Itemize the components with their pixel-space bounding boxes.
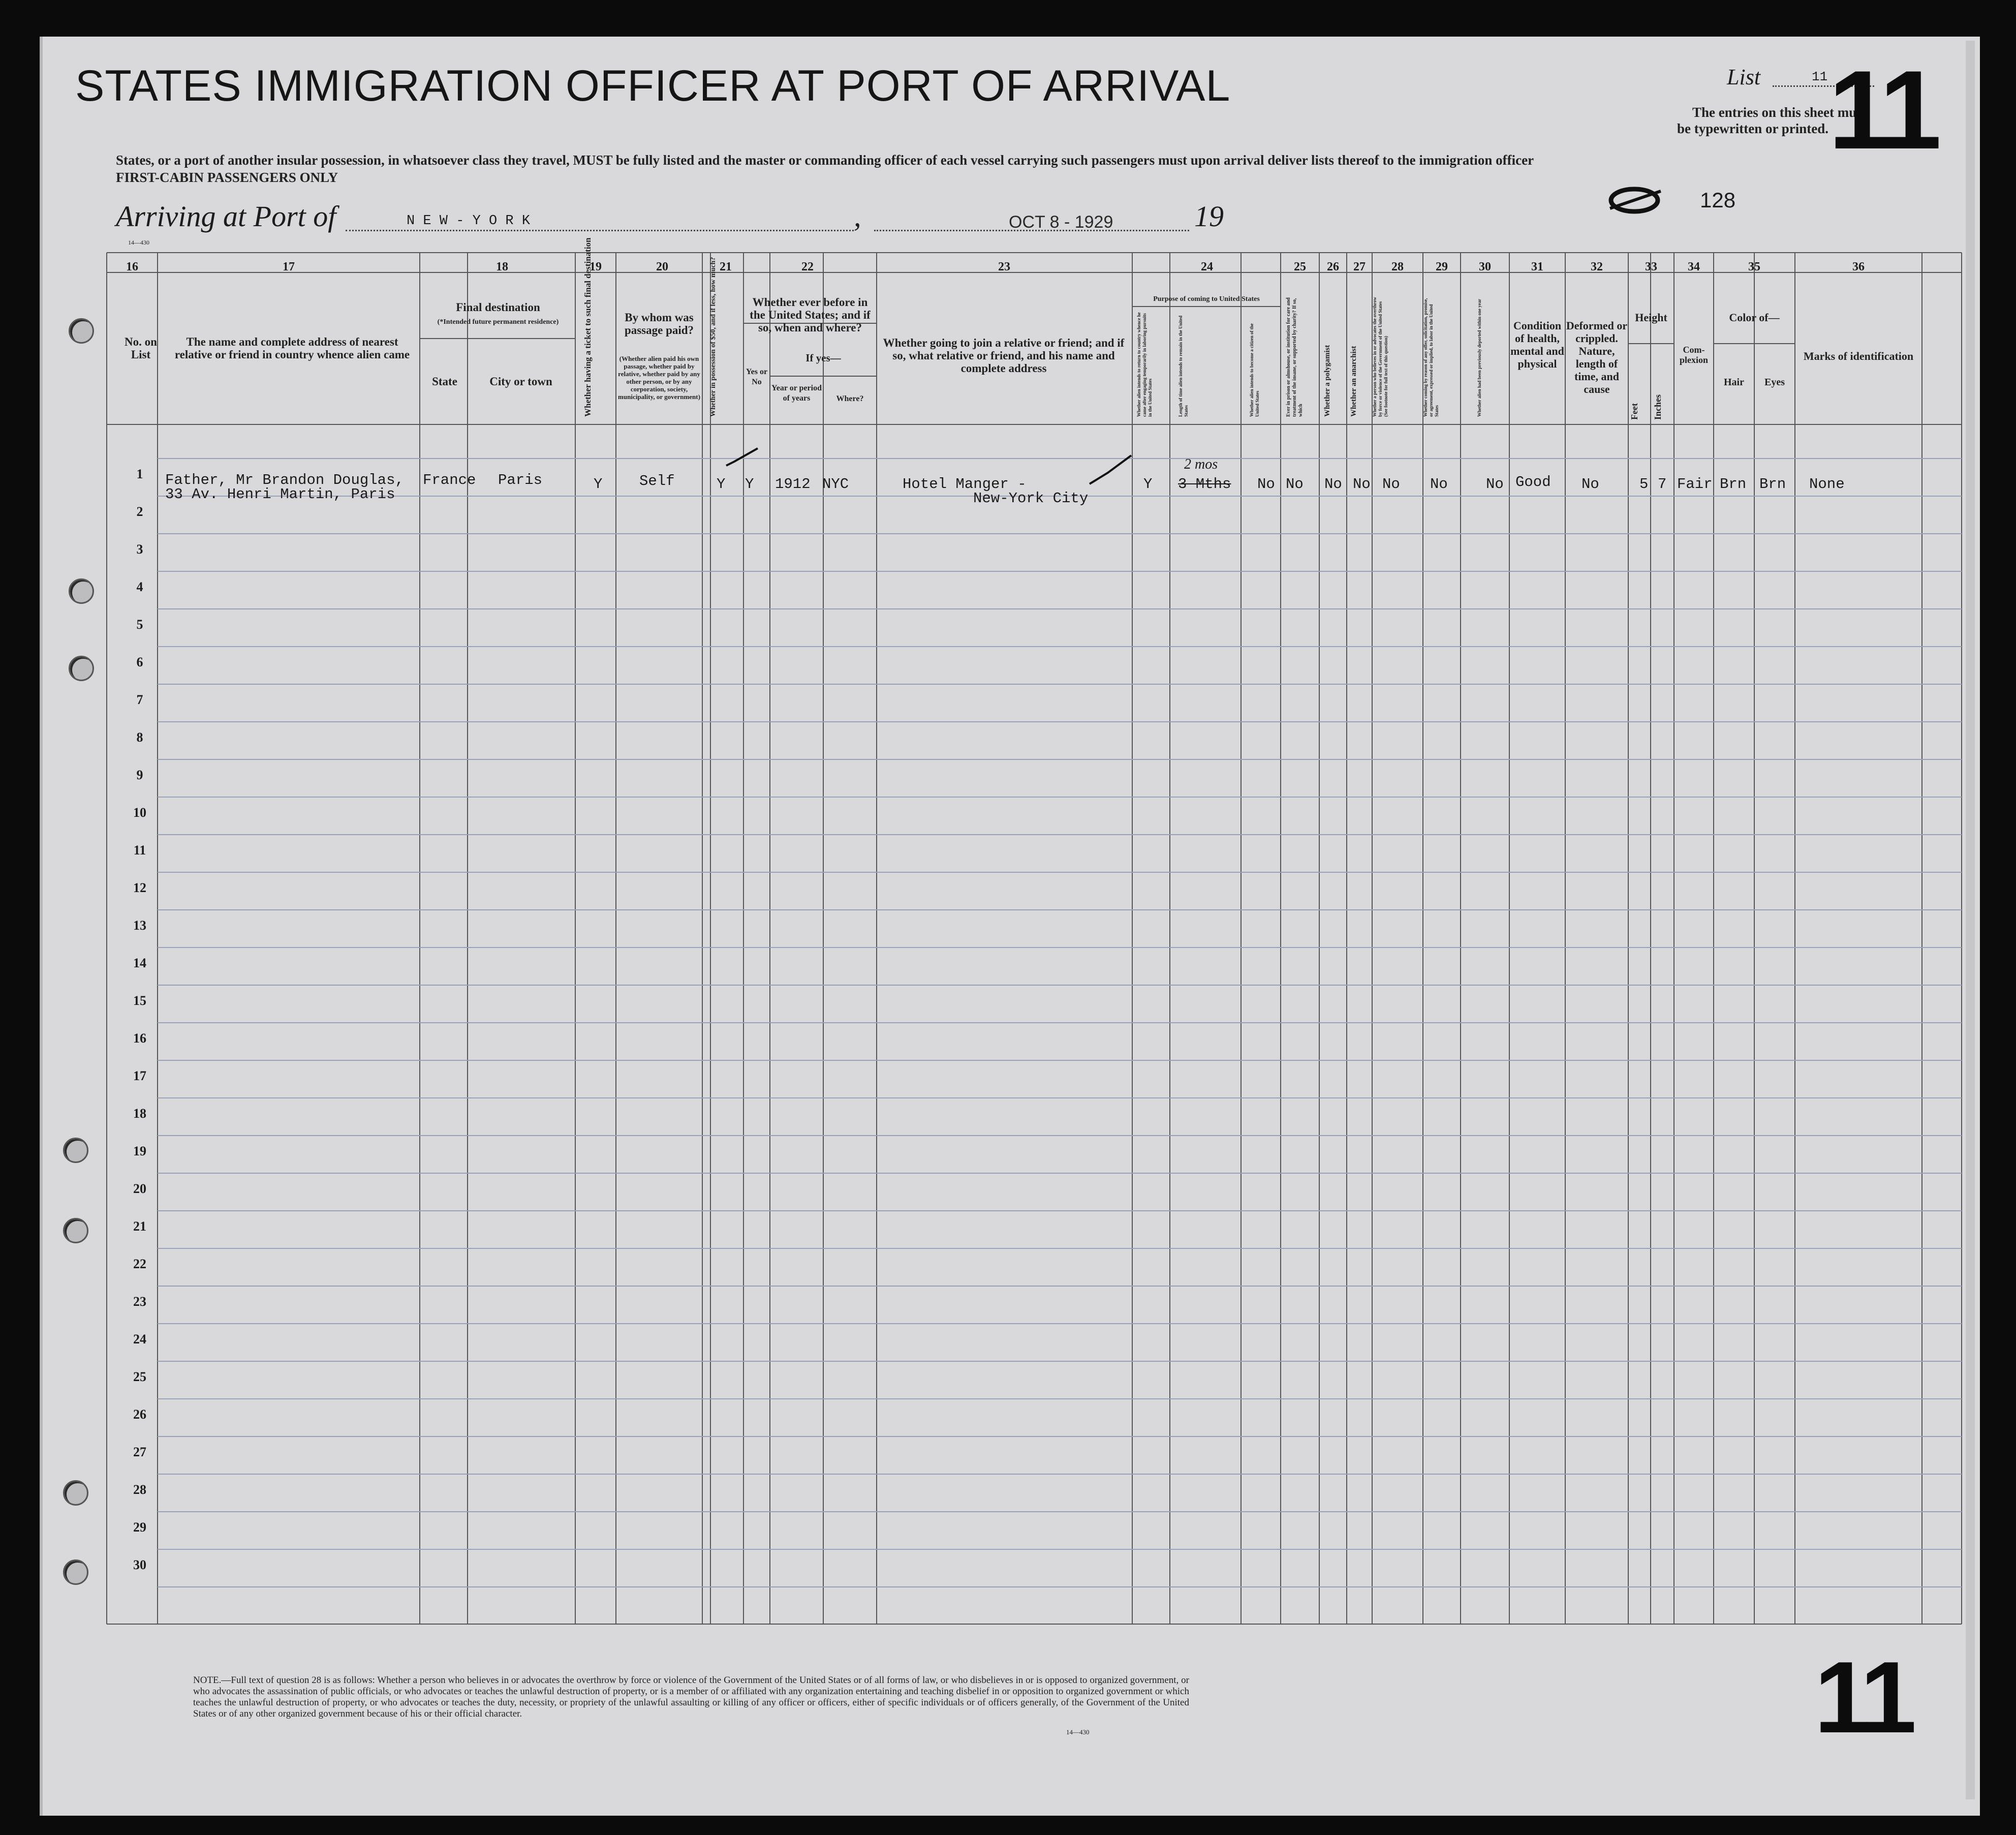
punch-hole bbox=[69, 318, 94, 344]
form-subtitle: States, or a port of another insular possession, in whatsoever class they travel, MUST be fully listed and the master or commanding officer of each vessel carrying such passengers must upon arrival deliver lists thereof to the immigration officer bbox=[116, 152, 1534, 168]
sheet-number-stamp-bottom: 11 bbox=[1814, 1641, 1912, 1754]
col-26-header: Whether a polygamist bbox=[1323, 345, 1331, 417]
col-36-header: Marks of identification bbox=[1803, 350, 1914, 362]
form-code-top: 14—430 bbox=[128, 239, 149, 246]
col-19-header: Whether having a ticket to such final destination bbox=[583, 237, 593, 417]
row-number: 15 bbox=[133, 993, 146, 1008]
col-24-length: Length of time alien intends to remain in the United States bbox=[1178, 315, 1189, 417]
form-title: STATES IMMIGRATION OFFICER AT PORT OF ARRIVAL bbox=[75, 62, 1231, 110]
form-class-label: FIRST-CABIN PASSENGERS ONLY bbox=[116, 170, 338, 185]
entry-length-corrected: 2 mos bbox=[1184, 456, 1218, 472]
row-number: 23 bbox=[133, 1294, 146, 1309]
column-number: 18 bbox=[496, 260, 508, 273]
row-number: 5 bbox=[136, 617, 143, 632]
row-number: 27 bbox=[133, 1445, 146, 1459]
row-number: 11 bbox=[133, 843, 146, 858]
col-34-header: Com-plexion bbox=[1679, 345, 1708, 365]
col-20-note: (Whether alien paid his own passage, whether paid by relative, whether paid by any other person, or by any corporation, society, municipality, or government) bbox=[618, 355, 700, 401]
entry-health: Good bbox=[1515, 474, 1551, 491]
check-mark-21 bbox=[724, 446, 760, 472]
column-number: 20 bbox=[656, 260, 668, 273]
entry-relative-line2: 33 Av. Henri Martin, Paris bbox=[165, 486, 395, 503]
entry-city: Paris bbox=[498, 472, 543, 488]
col-35-header: Color of— bbox=[1729, 311, 1780, 324]
col-18-state: State bbox=[432, 375, 457, 388]
column-number: 31 bbox=[1531, 260, 1543, 273]
entry-ticket: Y bbox=[594, 476, 603, 493]
row-number: 24 bbox=[133, 1332, 146, 1347]
row-number: 9 bbox=[136, 768, 143, 782]
page-number: 128 bbox=[1700, 188, 1736, 212]
port-value: N E W - Y O R K bbox=[407, 213, 531, 229]
row-number: 19 bbox=[133, 1144, 146, 1158]
column-number: 16 bbox=[126, 260, 138, 273]
entry-inches: 7 bbox=[1658, 476, 1667, 493]
col-30-header: Whether alien had been previously deported within one year bbox=[1477, 298, 1482, 417]
punch-hole bbox=[63, 1218, 88, 1243]
row-number: 8 bbox=[136, 730, 143, 745]
form-code-bottom: 14—430 bbox=[1066, 1728, 1090, 1736]
entry-polygamist: No bbox=[1324, 476, 1342, 493]
row-number: 7 bbox=[136, 692, 143, 707]
row-number: 30 bbox=[133, 1557, 146, 1572]
row-number: 4 bbox=[136, 579, 143, 594]
entry-relative-line1: Father, Mr Brandon Douglas, bbox=[165, 472, 404, 488]
column-number: 35 bbox=[1748, 260, 1760, 273]
entry-join-line2: New-York City bbox=[973, 490, 1089, 507]
col-17-header: The name and complete address of nearest relative or friend in country whence alien came bbox=[174, 335, 410, 361]
col-24-citizen: Whether alien intends to become a citizen of the United States bbox=[1249, 323, 1260, 417]
punch-hole bbox=[63, 1559, 88, 1585]
row-number: 10 bbox=[133, 805, 146, 820]
col-18-city: City or town bbox=[489, 375, 552, 388]
row-number: 18 bbox=[133, 1106, 146, 1121]
col-23-header: Whether going to join a relative or friend; and if so, what relative or friend, and his name and complete address bbox=[883, 337, 1125, 375]
entry-labor-offer: No bbox=[1430, 476, 1448, 493]
row-number: 29 bbox=[133, 1520, 146, 1535]
column-number: 23 bbox=[998, 260, 1010, 273]
entry-fifty-dollars: Y bbox=[717, 476, 726, 493]
entry-complexion: Fair bbox=[1677, 476, 1713, 493]
entry-state: France bbox=[423, 472, 476, 488]
column-number: 32 bbox=[1591, 260, 1603, 273]
list-label: List bbox=[1727, 65, 1761, 89]
entry-passage-paid: Self bbox=[639, 473, 675, 490]
entry-join-line1: Hotel Manger - bbox=[903, 476, 1027, 493]
column-number: 19 bbox=[590, 260, 602, 273]
column-number: 34 bbox=[1688, 260, 1700, 273]
punch-hole bbox=[69, 578, 94, 604]
entry-deported: No bbox=[1486, 476, 1504, 493]
col-27-header: Whether an anarchist bbox=[1350, 346, 1358, 417]
column-number: 36 bbox=[1852, 260, 1865, 273]
col-21-header: Whether in possession of $50, and if less, how much? bbox=[709, 257, 717, 417]
entry-return-intent: Y bbox=[1143, 476, 1153, 493]
column-number: 17 bbox=[283, 260, 295, 273]
column-number: 28 bbox=[1391, 260, 1404, 273]
col-33-inches: Inches bbox=[1653, 394, 1663, 420]
column-number: 22 bbox=[801, 260, 814, 273]
punch-hole bbox=[63, 1138, 88, 1163]
punch-hole bbox=[63, 1480, 88, 1506]
footnote-question-28: NOTE.—Full text of question 28 is as follows: Whether a person who believes in or advocates the overthrow by force or violence of the Government of the United States or of all forms of law, or who disbelieves in or is opposed to organized government, or who advocates the assassination of public officials, or who advocates or teaches the unlawful destruction of property, or is a member of or affiliated with any organization entertaining and teaching disbelief in or opposition to organized government or which teaches the unlawful destruction of property, or who advocates or teaches the duty, necessity, or propriety of the unlawful assaulting or killing of any officer or officers, either of specific individuals or of officers generally, of the Government of the United States or of any other organized government because of his or their official character. bbox=[193, 1675, 1189, 1719]
col-22-yesno: Yes or No bbox=[746, 368, 768, 386]
entry-prison: No bbox=[1286, 476, 1304, 493]
row-number: 26 bbox=[133, 1407, 146, 1422]
col-24-header: Purpose of coming to United States bbox=[1153, 295, 1260, 303]
check-mark-23 bbox=[1088, 453, 1133, 489]
entry-length-of-stay: 3 Mths bbox=[1178, 476, 1231, 493]
col-22-year: Year or period of years bbox=[771, 384, 822, 403]
column-number: 30 bbox=[1479, 260, 1491, 273]
row-number: 14 bbox=[133, 956, 146, 970]
column-number: 33 bbox=[1645, 260, 1657, 273]
row-number: 1 bbox=[136, 467, 143, 481]
column-number: 21 bbox=[720, 260, 732, 273]
entry-overthrow: No bbox=[1382, 476, 1400, 493]
entry-feet: 5 bbox=[1639, 476, 1649, 493]
col-22-ifyes: If yes— bbox=[805, 352, 841, 364]
col-32-header: Deformed or crippled. Nature, length of time, and cause bbox=[1566, 319, 1628, 395]
row-number: 28 bbox=[133, 1482, 146, 1497]
col-31-header: Condition of health, mental and physical bbox=[1510, 319, 1564, 370]
row-number: 6 bbox=[136, 655, 143, 669]
col-29-header: Whether coming by reason of any offer, solicitation, promise, or agreement, expressed or implied, to labor in the United States bbox=[1423, 298, 1439, 417]
entries-note-1: The entries on this sheet must bbox=[1692, 105, 1867, 120]
column-number: 25 bbox=[1294, 260, 1306, 273]
entry-eyes: Brn bbox=[1759, 476, 1786, 493]
entry-before-in-us: Y bbox=[745, 476, 754, 493]
row-number: 3 bbox=[136, 542, 143, 557]
row-number: 25 bbox=[133, 1369, 146, 1384]
date-stamp: OCT 8 - 1929 bbox=[1009, 212, 1113, 232]
col-18-header: Final destination bbox=[456, 301, 540, 314]
col-24-return: Whether alien intends to return to country whence he came after engaging temporarily in laboring pursuits in the United States bbox=[1136, 312, 1153, 417]
col-25-header: Ever in prison or almshouse, or institution for care and treatment of the insane, or supported by charity? If so, which bbox=[1286, 297, 1304, 417]
col-35-eyes: Eyes bbox=[1764, 377, 1785, 388]
entry-hair: Brn bbox=[1720, 476, 1747, 493]
entry-where: NYC bbox=[822, 476, 849, 493]
col-33-feet: Feet bbox=[1629, 403, 1639, 420]
row-number: 2 bbox=[136, 504, 143, 519]
entry-year: 1912 bbox=[775, 476, 811, 493]
sheet-number-stamp: 11 bbox=[1828, 47, 1937, 172]
row-number: 12 bbox=[133, 880, 146, 895]
arriving-label: Arriving at Port of bbox=[116, 200, 336, 233]
col-33-header: Height bbox=[1635, 311, 1667, 324]
row-number: 16 bbox=[133, 1031, 146, 1046]
column-number: 29 bbox=[1436, 260, 1448, 273]
column-number: 24 bbox=[1201, 260, 1213, 273]
row-number: 22 bbox=[133, 1257, 146, 1271]
row-number: 13 bbox=[133, 918, 146, 933]
year-prefix: 19 bbox=[1194, 200, 1224, 233]
col-22-where: Where? bbox=[836, 394, 864, 403]
col-20-header: By whom was passage paid? bbox=[624, 311, 694, 337]
row-number: 21 bbox=[133, 1219, 146, 1234]
list-value: 11 bbox=[1812, 69, 1828, 84]
col-22-header: Whether ever before in the United States; and if so, when and where? bbox=[750, 296, 871, 334]
column-number: 27 bbox=[1353, 260, 1366, 273]
entry-anarchist: No bbox=[1353, 476, 1371, 493]
entry-deformed: No bbox=[1581, 476, 1599, 493]
column-number: 26 bbox=[1327, 260, 1339, 273]
col-28-header: Whether a person who believes in or advocates the overthrow by force or violence of the Government of the United States (See footnote for full text of this question) bbox=[1372, 297, 1388, 417]
punch-hole bbox=[69, 656, 94, 681]
row-number: 17 bbox=[133, 1068, 146, 1083]
col-35-hair: Hair bbox=[1724, 377, 1744, 388]
col-18-note: (*Intended future permanent residence) bbox=[437, 318, 559, 326]
entry-marks: None bbox=[1809, 476, 1845, 493]
col-16-header: No. on List bbox=[125, 335, 157, 361]
entry-become-citizen: No bbox=[1257, 476, 1275, 493]
row-number: 20 bbox=[133, 1181, 146, 1196]
entries-note-2: be typewritten or printed. bbox=[1677, 121, 1828, 136]
